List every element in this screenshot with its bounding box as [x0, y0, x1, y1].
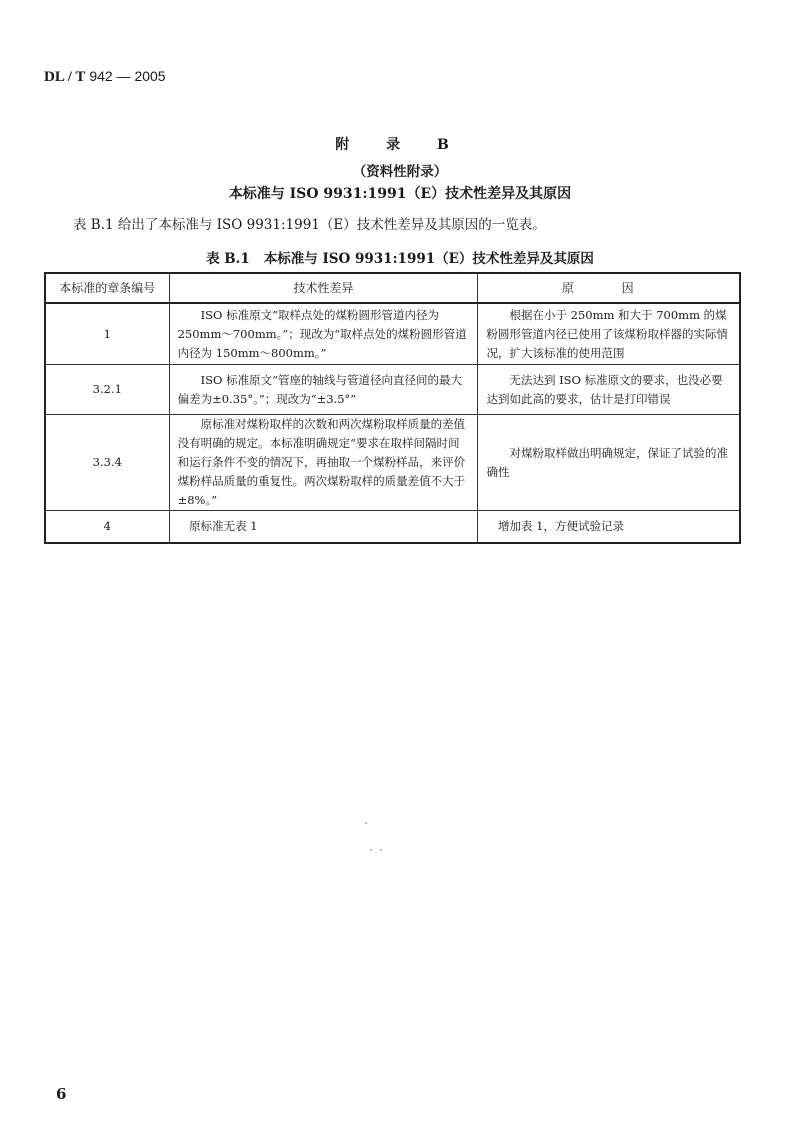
table-row — [45, 303, 740, 365]
differences-table — [44, 272, 741, 544]
table-caption — [0, 247, 800, 267]
table-caption-title: 本标准与 ISO 9931:1991（E）技术性差异及其原因 — [263, 251, 594, 267]
scan-speck — [380, 849, 382, 851]
table-caption-number: 表 B.1 — [206, 251, 250, 267]
appendix-subtitle: （资料性附录） — [352, 164, 448, 180]
table-header-row — [45, 273, 740, 303]
column-header-clause: 本标准的章条编号 — [45, 273, 169, 303]
clause-cell: 3.3.4 — [45, 415, 169, 511]
appendix-title-text: 附 录 B — [335, 137, 465, 153]
reason-cell: 增加表 1，方便试验记录 — [478, 511, 740, 544]
difference-cell: ISO 标准原文“管座的轴线与管道径向直径间的最大偏差为±0.35°。”；现改为“±3.5°” — [169, 365, 478, 415]
reason-cell: 无法达到 ISO 标准原文的要求，也没必要达到如此高的要求，估计是打印错误 — [478, 365, 740, 415]
intro-paragraph: 表 B.1 给出了本标准与 ISO 9931:1991（E）技术性差异及其原因的一览表。 — [73, 217, 546, 233]
difference-cell: 原标准对煤粉取样的次数和两次煤粉取样质量的差值没有明确的规定。本标准明确规定“要求在取样间隔时间和运行条件不变的情况下，再抽取一个煤粉样品，来评价煤粉样品质量的重复性。两次煤粉取样的质量差值不大于±8%。” — [169, 415, 478, 511]
column-header-difference: 技术性差异 — [169, 273, 478, 303]
reason-cell: 根据在小于 250mm 和大于 700mm 的煤粉圆形管道内径已使用了该煤粉取样器的实际情况，扩大该标准的使用范围 — [478, 303, 740, 365]
scan-speck — [365, 822, 367, 824]
page-number: 6 — [56, 1085, 67, 1103]
column-header-reason-text: 原 因 — [561, 280, 656, 295]
clause-cell: 4 — [45, 511, 169, 544]
table-row — [45, 365, 740, 415]
appendix-title — [0, 134, 800, 154]
reason-cell: 对煤粉取样做出明确规定，保证了试验的准确性 — [478, 415, 740, 511]
table-row — [45, 511, 740, 544]
standard-prefix: DL / T — [44, 69, 86, 85]
difference-cell: 原标准无表 1 — [169, 511, 478, 544]
scan-speck — [370, 849, 372, 851]
appendix-heading: 本标准与 ISO 9931:1991（E）技术性差异及其原因 — [228, 186, 572, 202]
column-header-reason — [478, 273, 740, 303]
standard-code — [44, 68, 166, 86]
clause-cell: 1 — [45, 303, 169, 365]
clause-cell: 3.2.1 — [45, 365, 169, 415]
difference-cell: ISO 标准原文“取样点处的煤粉圆形管道内径为 250mm～700mm。”；现改为“取样点处的煤粉圆形管道内径为 150mm～800mm。” — [169, 303, 478, 365]
table-row — [45, 415, 740, 511]
standard-number: 942 — 2005 — [89, 68, 166, 84]
